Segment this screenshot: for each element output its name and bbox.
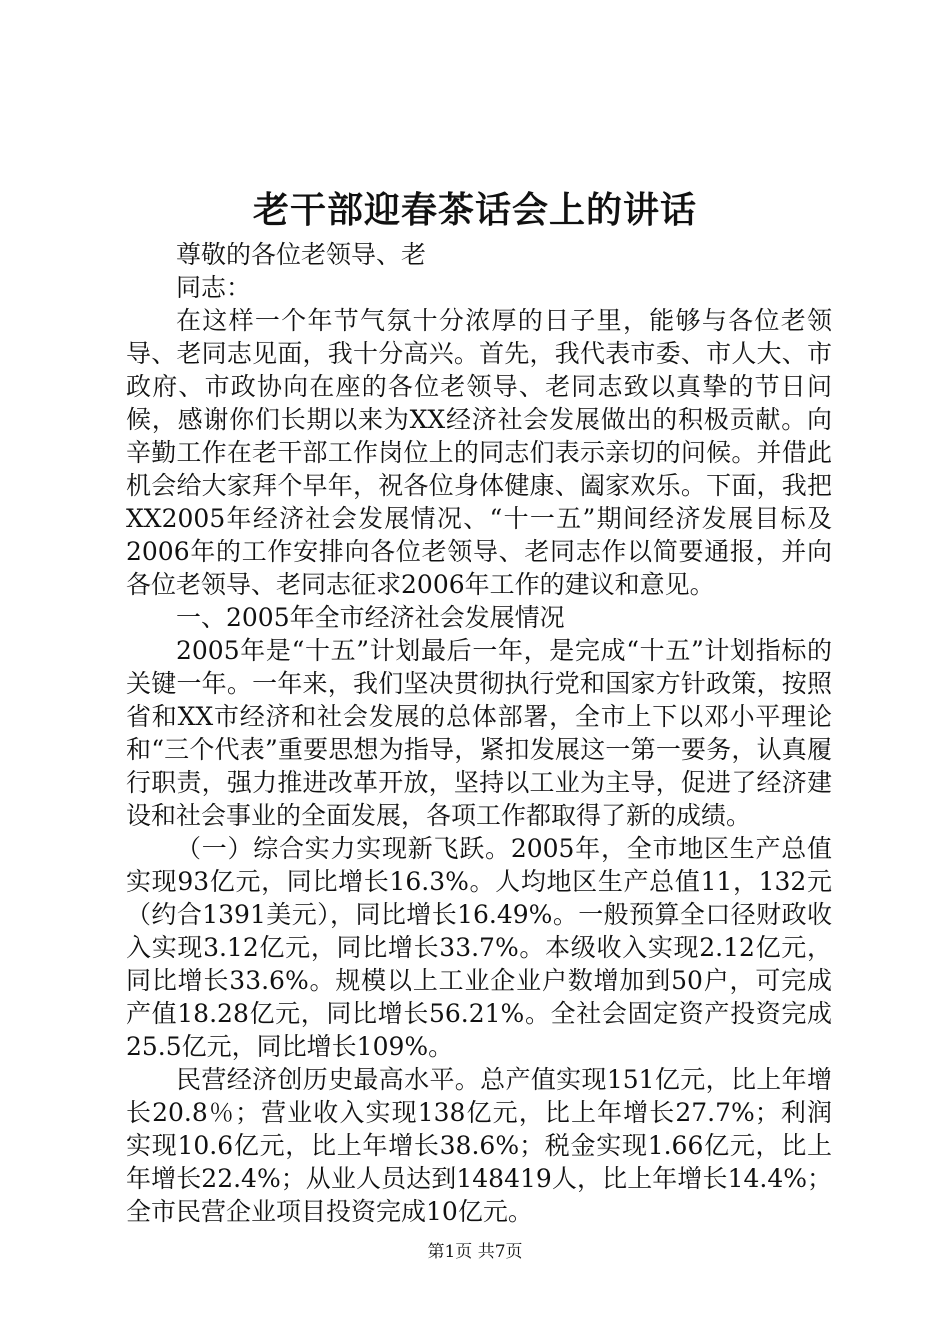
page-number-footer: 第1页 共7页	[427, 1242, 523, 1262]
private-economy-paragraph: 民营经济创历史最高水平。总产值实现151亿元，比上年增长20.8％；营业收入实现138亿元，比上年增长27.7%；利润实现10.6亿元，比上年增长38.6%；税金实现1.66亿元，比上年增长22.4%；从业人员达到148419人，比上年增长14.4%；全市民营企业项目投资完成10亿元。	[126, 1065, 832, 1226]
economic-strength-paragraph: （一）综合实力实现新飞跃。2005年，全市地区生产总值实现93亿元，同比增长16.3%。人均地区生产总值11，132元（约合1391美元），同比增长16.49%。一般预算全口径财政收入实现3.12亿元，同比增长33.7%。本级收入实现2.12亿元，同比增长33.6%。规模以上工业企业户数增加到50户，可完成产值18.28亿元，同比增长56.21%。全社会固定资产投资完成25.5亿元，同比增长109%。	[126, 834, 832, 1061]
section-heading: 一、2005年全市经济社会发展情况	[176, 603, 565, 632]
overview-paragraph: 2005年是“十五”计划最后一年，是完成“十五”计划指标的关键一年。一年来，我们坚决贯彻执行党和国家方针政策，按照省和XX市经济和社会发展的总体部署，全市上下以邓小平理论和“三个代表”重要思想为指导，紧扣发展这一第一要务，认真履行职责，强力推进改革开放，坚持以工业为主导，促进了经济建设和社会事业的全面发展，各项工作都取得了新的成绩。	[126, 636, 832, 830]
salutation-line-2: 同志：	[176, 273, 252, 302]
document-body	[126, 238, 832, 1228]
salutation-line-1: 尊敬的各位老领导、老	[176, 240, 427, 269]
intro-paragraph: 在这样一个年节气氛十分浓厚的日子里，能够与各位老领导、老同志见面，我十分高兴。首先，我代表市委、市人大、市政府、市政协向在座的各位老领导、老同志致以真挚的节日问候，感谢你们长期以来为XX经济社会发展做出的积极贡献。向辛勤工作在老干部工作岗位上的同志们表示亲切的问候。并借此机会给大家拜个早年，祝各位身体健康、阖家欢乐。下面，我把XX2005年经济社会发展情况、“十一五”期间经济发展目标及2006年的工作安排向各位老领导、老同志作以简要通报，并向各位老领导、老同志征求2006年工作的建议和意见。	[126, 306, 832, 599]
document-title: 老干部迎春茶话会上的讲话	[252, 189, 697, 231]
